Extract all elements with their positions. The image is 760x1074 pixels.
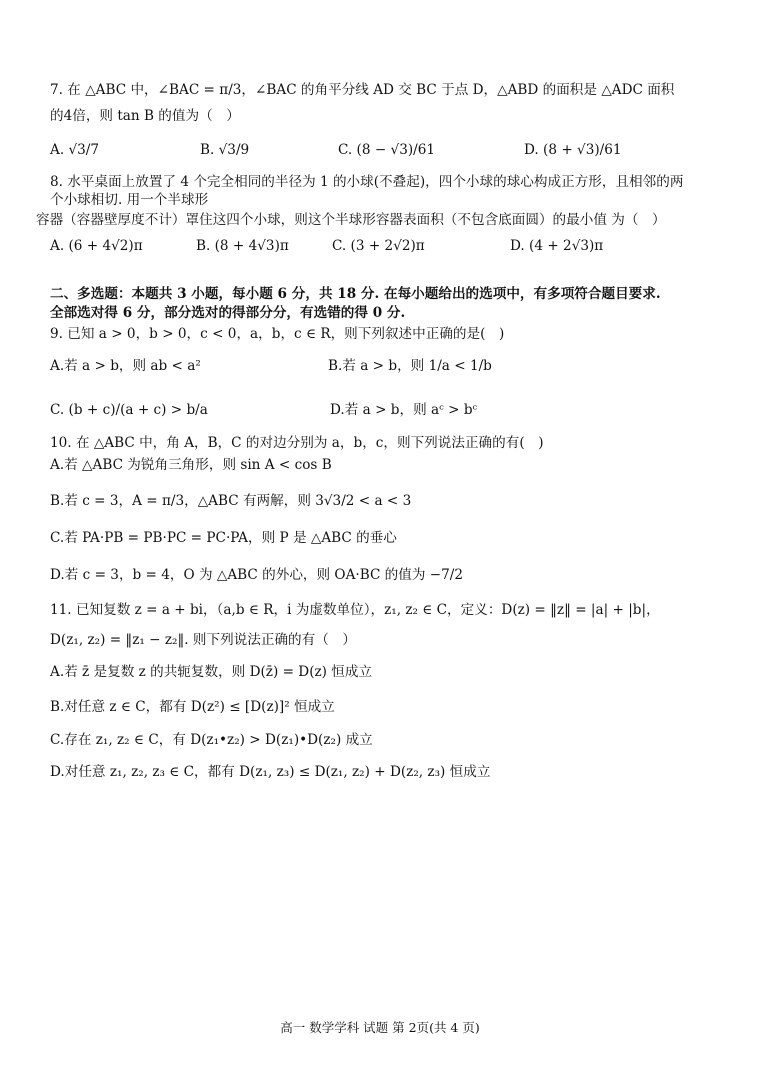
q11-stem-line2: D(z₁, z₂) = ‖z₁ − z₂‖. 则下列说法正确的有（ ）: [50, 632, 357, 648]
q9-option-a: A.若 a > b，则 ab < a²: [50, 358, 201, 374]
q11-option-b: B.对任意 z ∈ C，都有 D(z²) ≤ [D(z)]² 恒成立: [50, 699, 335, 715]
q7-stem-line1: 7. 在 △ABC 中，∠BAC = π/3，∠BAC 的角平分线 AD 交 BC 于点 D，△ABD 的面积是 △ADC 面积: [50, 82, 675, 98]
q10-stem: 10. 在 △ABC 中，角 A，B，C 的对边分别为 a，b，c，则下列说法正确的有( ): [50, 435, 544, 451]
q8-option-a: A. (6 + 4√2)π: [50, 238, 143, 254]
q11-option-d: D.对任意 z₁, z₂, z₃ ∈ C，都有 D(z₁, z₃) ≤ D(z₁, z₂) + D(z₂, z₃) 恒成立: [50, 764, 491, 780]
q8-stem-line2: 个小球相切. 用一个半球形: [50, 192, 209, 208]
q8-option-c: C. (3 + 2√2)π: [332, 238, 425, 254]
q9-option-c: C. (b + c)/(a + c) > b/a: [50, 402, 208, 418]
q7-option-c: C. (8 − √3)/61: [338, 142, 436, 158]
section2-heading-line2: 全部选对得 6 分，部分选对的得部分分，有选错的得 0 分.: [50, 305, 406, 321]
q10-option-c: C.若 PA·PB = PB·PC = PC·PA，则 P 是 △ABC 的垂心: [50, 530, 397, 546]
q8-stem-line3: 容器（容器壁厚度不计）罩住这四个小球，则这个半球形容器表面积（不包含底面圆）的最小值 为（ ）: [36, 212, 666, 228]
q11-stem-line1: 11. 已知复数 z = a + bi，（a,b ∈ R，i 为虚数单位），z₁, z₂ ∈ C，定义：D(z) = ‖z‖ = |a| + |b|，: [50, 602, 660, 618]
q8-option-b: B. (8 + 4√3)π: [196, 238, 289, 254]
q7-option-d: D. (8 + √3)/61: [524, 142, 622, 158]
q9-option-d: D.若 a > b，则 aᶜ > bᶜ: [330, 402, 478, 418]
q10-option-b: B.若 c = 3，A = π/3，△ABC 有两解，则 3√3/2 < a < 3: [50, 493, 412, 509]
section2-heading-line1: 二、多选题：本题共 3 小题，每小题 6 分，共 18 分. 在每小题给出的选项中，有多项符合题目要求.: [50, 286, 661, 302]
q9-stem: 9. 已知 a > 0，b > 0，c < 0，a，b，c ∈ R，则下列叙述中正确的是( ): [50, 326, 505, 342]
q11-option-c: C.存在 z₁, z₂ ∈ C，有 D(z₁•z₂) > D(z₁)•D(z₂) 成立: [50, 732, 373, 748]
q7-stem-line2: 的4倍，则 tan B 的值为（ ）: [50, 108, 240, 124]
page-footer: 高一 数学学科 试题 第 2页(共 4 页): [280, 1020, 480, 1035]
q7-option-b: B. √3/9: [200, 142, 250, 158]
q7-option-a: A. √3/7: [50, 142, 99, 158]
q8-stem-line1: 8. 水平桌面上放置了 4 个完全相同的半径为 1 的小球(不叠起)，四个小球的球心构成正方形，且相邻的两: [50, 174, 684, 190]
q10-option-d: D.若 c = 3，b = 4，O 为 △ABC 的外心，则 OA·BC 的值为 −7/2: [50, 567, 464, 583]
q10-option-a: A.若 △ABC 为锐角三角形，则 sin A < cos B: [50, 457, 332, 473]
q8-option-d: D. (4 + 2√3)π: [510, 238, 604, 254]
q9-option-b: B.若 a > b，则 1/a < 1/b: [328, 358, 492, 374]
q11-option-a: A.若 z̄ 是复数 z 的共轭复数，则 D(z̄) = D(z) 恒成立: [50, 664, 373, 680]
